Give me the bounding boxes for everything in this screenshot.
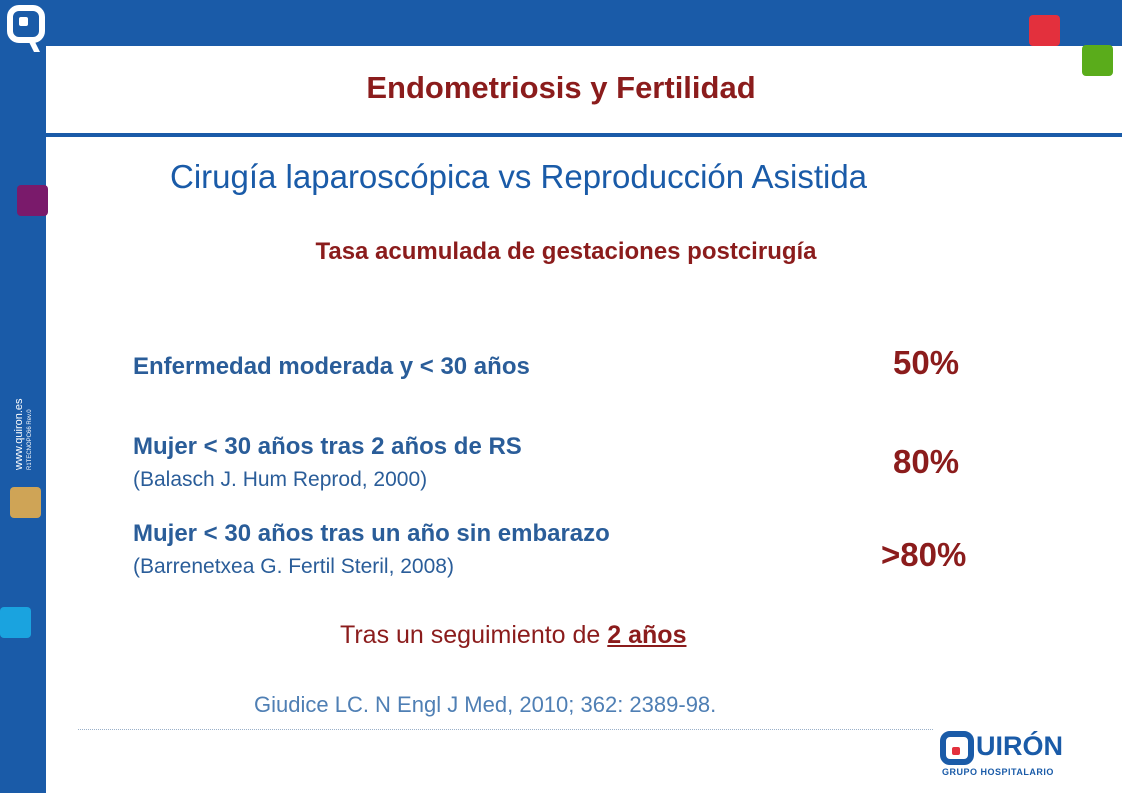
side-code: R1TECNOPC66 Rev.0 — [27, 409, 33, 470]
brand-tagline: GRUPO HOSPITALARIO — [942, 767, 1054, 777]
section-heading: Tasa acumulada de gestaciones postcirugía — [315, 238, 817, 265]
followup-emphasis: 2 años — [607, 621, 687, 649]
slide-title: Endometriosis y Fertilidad — [366, 70, 756, 105]
row-reference: (Barrenetxea G. Fertil Steril, 2008) — [133, 555, 454, 578]
row-percent: 50% — [893, 344, 960, 381]
brand-q-icon — [940, 731, 974, 765]
gold-accent-square — [10, 487, 41, 518]
cyan-accent-square — [0, 607, 31, 638]
purple-accent-square — [17, 185, 48, 216]
row-reference: (Balasch J. Hum Reprod, 2000) — [133, 468, 428, 491]
side-url: www.quiron.es — [13, 398, 25, 470]
left-frame-bar — [0, 0, 46, 793]
slide-subtitle: Cirugía laparoscópica vs Reproducción Asistida — [170, 158, 868, 195]
green-accent-square — [1082, 45, 1113, 76]
citation: Giudice LC. N Engl J Med, 2010; 362: 2389-98. — [254, 692, 717, 717]
top-frame-bar — [0, 0, 1122, 46]
footer-divider — [78, 729, 933, 730]
row-label: Mujer < 30 años tras 2 años de RS — [133, 433, 522, 460]
row-percent: >80% — [881, 536, 967, 573]
brand-name: UIRÓN — [976, 731, 1063, 761]
row-label: Mujer < 30 años tras un año sin embarazo — [133, 520, 610, 547]
followup-note — [340, 621, 686, 650]
row-percent: 80% — [893, 443, 960, 480]
title-divider — [0, 133, 1122, 137]
side-caption — [14, 398, 33, 470]
row-label: Enfermedad moderada y < 30 años — [133, 353, 530, 380]
red-accent-square — [1029, 15, 1060, 46]
quiron-q-logo-icon — [7, 5, 45, 55]
followup-prefix: Tras un seguimiento de — [340, 621, 608, 649]
